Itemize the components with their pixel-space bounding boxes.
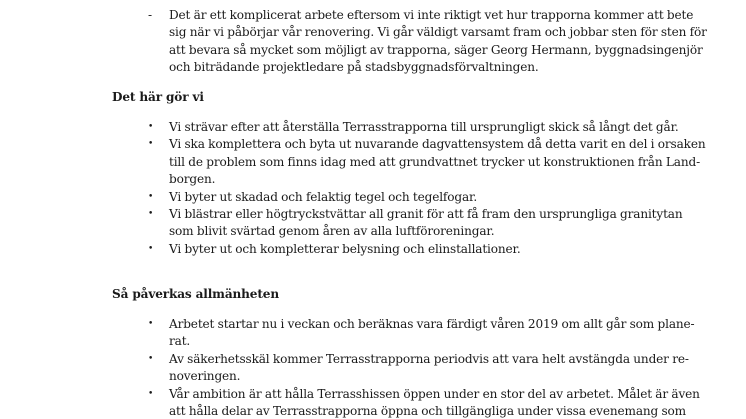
quote-line: att bevara så mycket som möjligt av trapporna, säger Georg Hermann, byggnadsingenjör bbox=[169, 42, 703, 57]
list-item-line: Arbetet startar nu i veckan och beräknas vara färdigt våren 2019 om allt går som plane- bbox=[169, 317, 695, 331]
list-item-line: att hålla delar av Terrasstrapporna öppna och tillgängliga under vissa evenemang som bbox=[169, 404, 687, 419]
bullet-marker bbox=[148, 206, 158, 223]
quote-line: sig när vi påbörjar vår renovering. Vi går väldigt varsamt fram och jobbar sten för sten för bbox=[169, 25, 707, 40]
list-item-line: Av säkerhetsskäl kommer Terrasstrapporna periodvis att vara helt avstängda under re- bbox=[169, 351, 689, 366]
section1-bullet-list bbox=[148, 119, 706, 258]
list-item-line: till de problem som finns idag med att grundvattnet trycker ut konstruktionen från Land- bbox=[169, 154, 701, 169]
list-item bbox=[148, 386, 700, 419]
section-heading-sa-paverkas-allmanheten: Så påverkas allmänheten bbox=[112, 287, 279, 301]
bullet-marker bbox=[148, 119, 158, 136]
list-item-line: Vi ska komplettera och byta ut nuvarande dagvattensystem då detta varit en del i orsaken bbox=[169, 137, 706, 152]
list-item bbox=[148, 136, 706, 188]
list-item bbox=[148, 189, 668, 206]
list-item-line: som blivit svärtad genom åren av alla luftföroreningar. bbox=[169, 224, 495, 239]
list-item bbox=[148, 351, 689, 386]
list-item-line: Vår ambition är att hålla Terrasshissen öppen under en stor del av arbetet. Målet är även bbox=[169, 386, 700, 401]
list-item-line: rat. bbox=[169, 334, 191, 349]
list-item-line: Vi blästrar eller högtryckstvättar all granit för att få fram den ursprungliga granitytan bbox=[169, 207, 683, 222]
bullet-marker bbox=[148, 316, 158, 333]
list-item bbox=[148, 119, 679, 136]
quote-line: Det är ett komplicerat arbete eftersom vi inte riktigt vet hur trapporna kommer att bete bbox=[169, 8, 694, 22]
bullet-marker bbox=[148, 386, 158, 403]
bullet-marker bbox=[148, 189, 158, 206]
bullet-marker bbox=[148, 241, 158, 258]
list-item-line: borgen. bbox=[169, 172, 216, 187]
list-item-line: Vi byter ut och kompletterar belysning och elinstallationer. bbox=[169, 241, 521, 256]
list-item bbox=[148, 241, 668, 258]
list-item bbox=[148, 206, 683, 241]
list-item bbox=[148, 316, 695, 351]
list-item-line: noveringen. bbox=[169, 369, 241, 384]
dash-marker: - bbox=[148, 8, 152, 22]
bullet-marker bbox=[148, 351, 158, 368]
quote-line: och biträdande projektledare på stadsbyggnadsförvaltningen. bbox=[169, 60, 539, 75]
quote-paragraph bbox=[169, 7, 707, 77]
list-item-line: Vi byter ut skadad och felaktig tegel och tegelfogar. bbox=[169, 189, 478, 204]
bullet-marker bbox=[148, 136, 158, 153]
section-heading-det-har-gor-vi: Det här gör vi bbox=[112, 90, 204, 104]
list-item-line: Vi strävar efter att återställa Terrasstrapporna till ursprungligt skick så långt det går. bbox=[169, 120, 679, 134]
section2-bullet-list bbox=[148, 316, 700, 419]
